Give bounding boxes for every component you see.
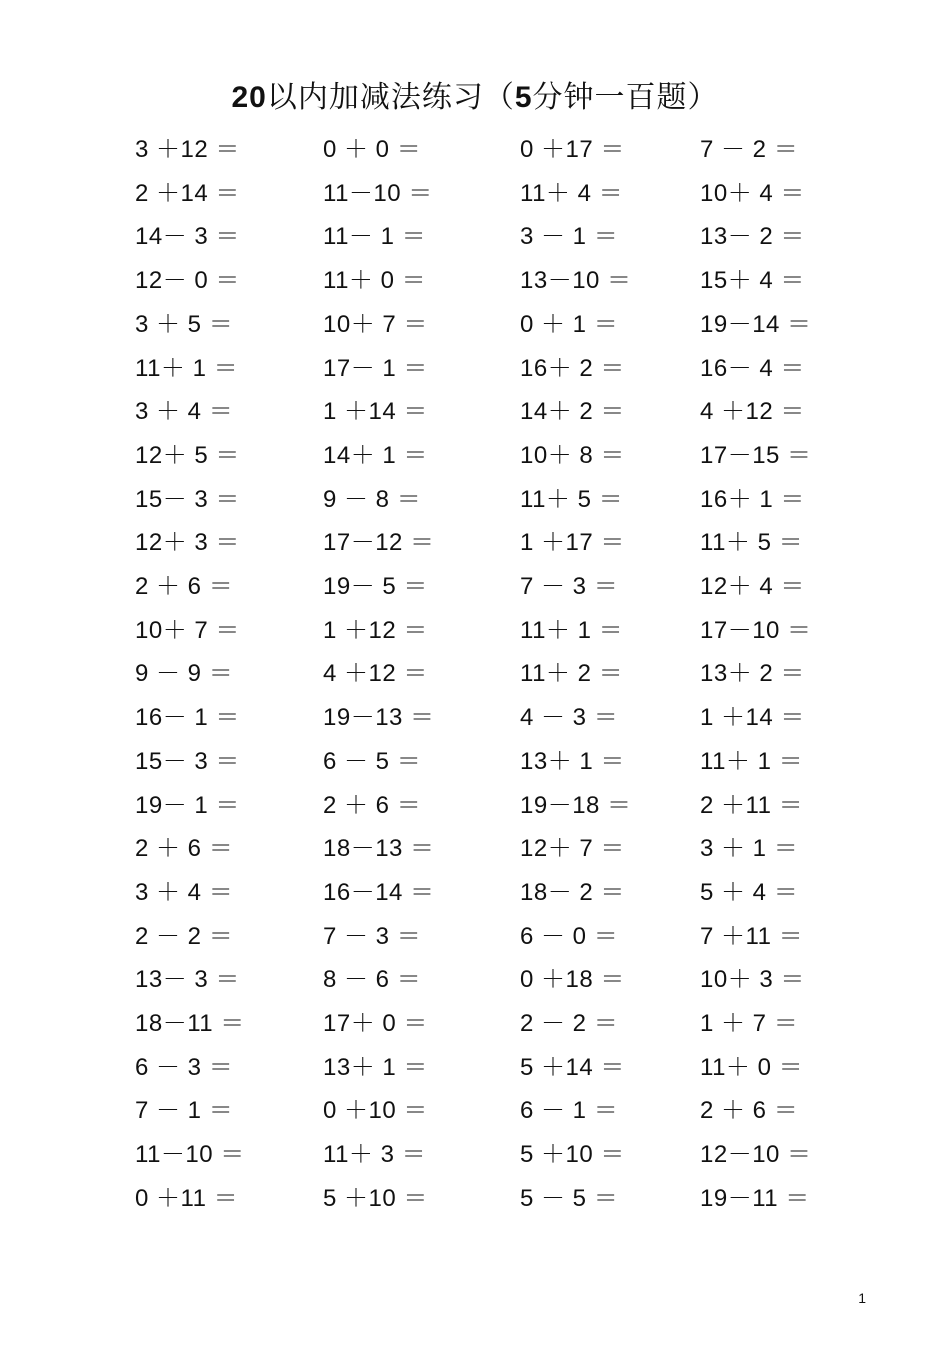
math-problem: 2 － 2 ＝ [135, 922, 234, 950]
math-problem: 11－10 ＝ [135, 1141, 245, 1169]
math-problem: 2 ＋14 ＝ [135, 179, 240, 207]
math-problem: 15－ 3 ＝ [135, 747, 240, 775]
math-problem: 2 ＋ 6 ＝ [135, 835, 234, 863]
math-problem: 11＋ 1 ＝ [135, 354, 239, 382]
math-problem: 8 － 6 ＝ [323, 966, 422, 994]
math-problem: 17－12 ＝ [323, 529, 435, 557]
math-problem: 10＋ 7 ＝ [323, 310, 428, 338]
math-problem: 11＋ 1 ＝ [700, 747, 804, 775]
math-problem: 7 ＋11 ＝ [700, 922, 804, 950]
math-problem: 4 ＋12 ＝ [700, 398, 805, 426]
math-problem: 16－14 ＝ [323, 878, 435, 906]
math-problem: 15＋ 4 ＝ [700, 267, 805, 295]
math-problem: 11＋ 4 ＝ [520, 179, 624, 207]
math-problem: 5 － 5 ＝ [520, 1184, 619, 1212]
math-problem: 15－ 3 ＝ [135, 485, 240, 513]
math-problem: 7 － 1 ＝ [135, 1097, 234, 1125]
math-problem: 4 － 3 ＝ [520, 704, 619, 732]
math-problem: 1 ＋14 ＝ [700, 704, 805, 732]
math-problem: 13－ 2 ＝ [700, 223, 805, 251]
math-problem: 18－11 ＝ [135, 1010, 245, 1037]
math-problem: 2 ＋ 6 ＝ [700, 1097, 799, 1125]
math-problem: 9 － 8 ＝ [323, 485, 422, 513]
math-problem: 6 － 0 ＝ [520, 922, 619, 950]
math-problem: 6 － 1 ＝ [520, 1097, 619, 1125]
math-problem: 2 － 2 ＝ [520, 1010, 619, 1037]
math-problem: 13－ 3 ＝ [135, 966, 240, 994]
math-problem: 12－10 ＝ [700, 1141, 812, 1169]
page-title [0, 78, 950, 118]
math-problem: 5 ＋14 ＝ [520, 1053, 625, 1081]
math-problem: 16－ 1 ＝ [135, 704, 240, 732]
math-problem: 2 ＋ 6 ＝ [135, 573, 234, 600]
page-number: 1 [858, 1290, 866, 1306]
math-problem: 19－ 5 ＝ [323, 573, 428, 600]
math-problem: 11＋ 0 ＝ [700, 1053, 804, 1081]
math-problem: 12＋ 7 ＝ [520, 835, 625, 863]
title-suffix: 分钟一百题） [532, 80, 719, 115]
math-problem: 6 － 5 ＝ [323, 747, 422, 775]
math-problem: 14－ 3 ＝ [135, 223, 240, 251]
math-problem: 19－13 ＝ [323, 704, 435, 732]
math-problem: 11＋ 5 ＝ [700, 529, 804, 557]
math-problem: 10＋ 8 ＝ [520, 441, 625, 469]
math-problem: 14＋ 1 ＝ [323, 441, 428, 469]
math-problem: 19－14 ＝ [700, 310, 812, 338]
math-problem: 18－ 2 ＝ [520, 878, 625, 906]
math-problem: 16＋ 1 ＝ [700, 485, 805, 513]
math-problem: 17＋ 0 ＝ [323, 1010, 428, 1037]
math-problem: 18－13 ＝ [323, 835, 435, 863]
math-problem: 11＋ 1 ＝ [520, 616, 624, 644]
math-problem: 4 ＋12 ＝ [323, 660, 428, 688]
math-problem: 12－ 0 ＝ [135, 267, 240, 295]
math-problem: 13－10 ＝ [520, 267, 632, 295]
math-problem: 11＋ 5 ＝ [520, 485, 624, 513]
math-problem: 19－11 ＝ [700, 1184, 810, 1212]
title-prefix: 20 [231, 81, 267, 114]
math-problem: 17－10 ＝ [700, 616, 812, 644]
math-problem: 10＋ 7 ＝ [135, 616, 240, 644]
math-problem: 0 ＋18 ＝ [520, 966, 625, 994]
problem-grid [0, 128, 950, 1238]
math-problem: 1 ＋ 7 ＝ [700, 1010, 799, 1037]
math-problem: 11＋ 2 ＝ [520, 660, 624, 688]
math-problem: 7 － 2 ＝ [700, 136, 799, 163]
math-problem: 16－ 4 ＝ [700, 354, 805, 382]
math-problem: 3 ＋ 4 ＝ [135, 398, 234, 426]
math-problem: 14＋ 2 ＝ [520, 398, 625, 426]
math-problem: 13＋ 1 ＝ [520, 747, 625, 775]
math-problem: 3 ＋ 1 ＝ [700, 835, 799, 863]
math-problem: 0 ＋ 0 ＝ [323, 136, 422, 163]
math-problem: 17－15 ＝ [700, 441, 812, 469]
math-problem: 17－ 1 ＝ [323, 354, 428, 382]
math-problem: 7 － 3 ＝ [323, 922, 422, 950]
math-problem: 1 ＋14 ＝ [323, 398, 428, 426]
math-problem: 1 ＋17 ＝ [520, 529, 625, 557]
math-problem: 0 ＋ 1 ＝ [520, 310, 619, 338]
title-number: 5 [514, 81, 533, 114]
math-problem: 3 － 1 ＝ [520, 223, 619, 251]
math-problem: 13＋ 1 ＝ [323, 1053, 428, 1081]
math-problem: 16＋ 2 ＝ [520, 354, 625, 382]
math-problem: 11＋ 0 ＝ [323, 267, 427, 295]
math-problem: 5 ＋10 ＝ [520, 1141, 625, 1169]
math-problem: 7 － 3 ＝ [520, 573, 619, 600]
math-problem: 12＋ 5 ＝ [135, 441, 240, 469]
math-problem: 3 ＋12 ＝ [135, 136, 240, 163]
math-problem: 5 ＋10 ＝ [323, 1184, 428, 1212]
math-problem: 1 ＋12 ＝ [323, 616, 428, 644]
math-problem: 0 ＋17 ＝ [520, 136, 625, 163]
math-problem: 3 ＋ 5 ＝ [135, 310, 234, 338]
math-problem: 2 ＋11 ＝ [700, 791, 804, 819]
math-problem: 11－ 1 ＝ [323, 223, 427, 251]
math-problem: 6 － 3 ＝ [135, 1053, 234, 1081]
math-problem: 12＋ 3 ＝ [135, 529, 240, 557]
math-problem: 11＋ 3 ＝ [323, 1141, 427, 1169]
math-problem: 3 ＋ 4 ＝ [135, 878, 234, 906]
math-problem: 13＋ 2 ＝ [700, 660, 805, 688]
math-problem: 11－10 ＝ [323, 179, 433, 207]
math-problem: 10＋ 4 ＝ [700, 179, 805, 207]
math-problem: 19－18 ＝ [520, 791, 632, 819]
math-problem: 12＋ 4 ＝ [700, 573, 805, 600]
math-problem: 2 ＋ 6 ＝ [323, 791, 422, 819]
title-middle: 以内加减法练习（ [266, 80, 515, 115]
math-problem: 19－ 1 ＝ [135, 791, 240, 819]
math-problem: 0 ＋10 ＝ [323, 1097, 428, 1125]
math-problem: 5 ＋ 4 ＝ [700, 878, 799, 906]
math-problem: 10＋ 3 ＝ [700, 966, 805, 994]
math-problem: 0 ＋11 ＝ [135, 1184, 239, 1212]
math-problem: 9 － 9 ＝ [135, 660, 234, 688]
